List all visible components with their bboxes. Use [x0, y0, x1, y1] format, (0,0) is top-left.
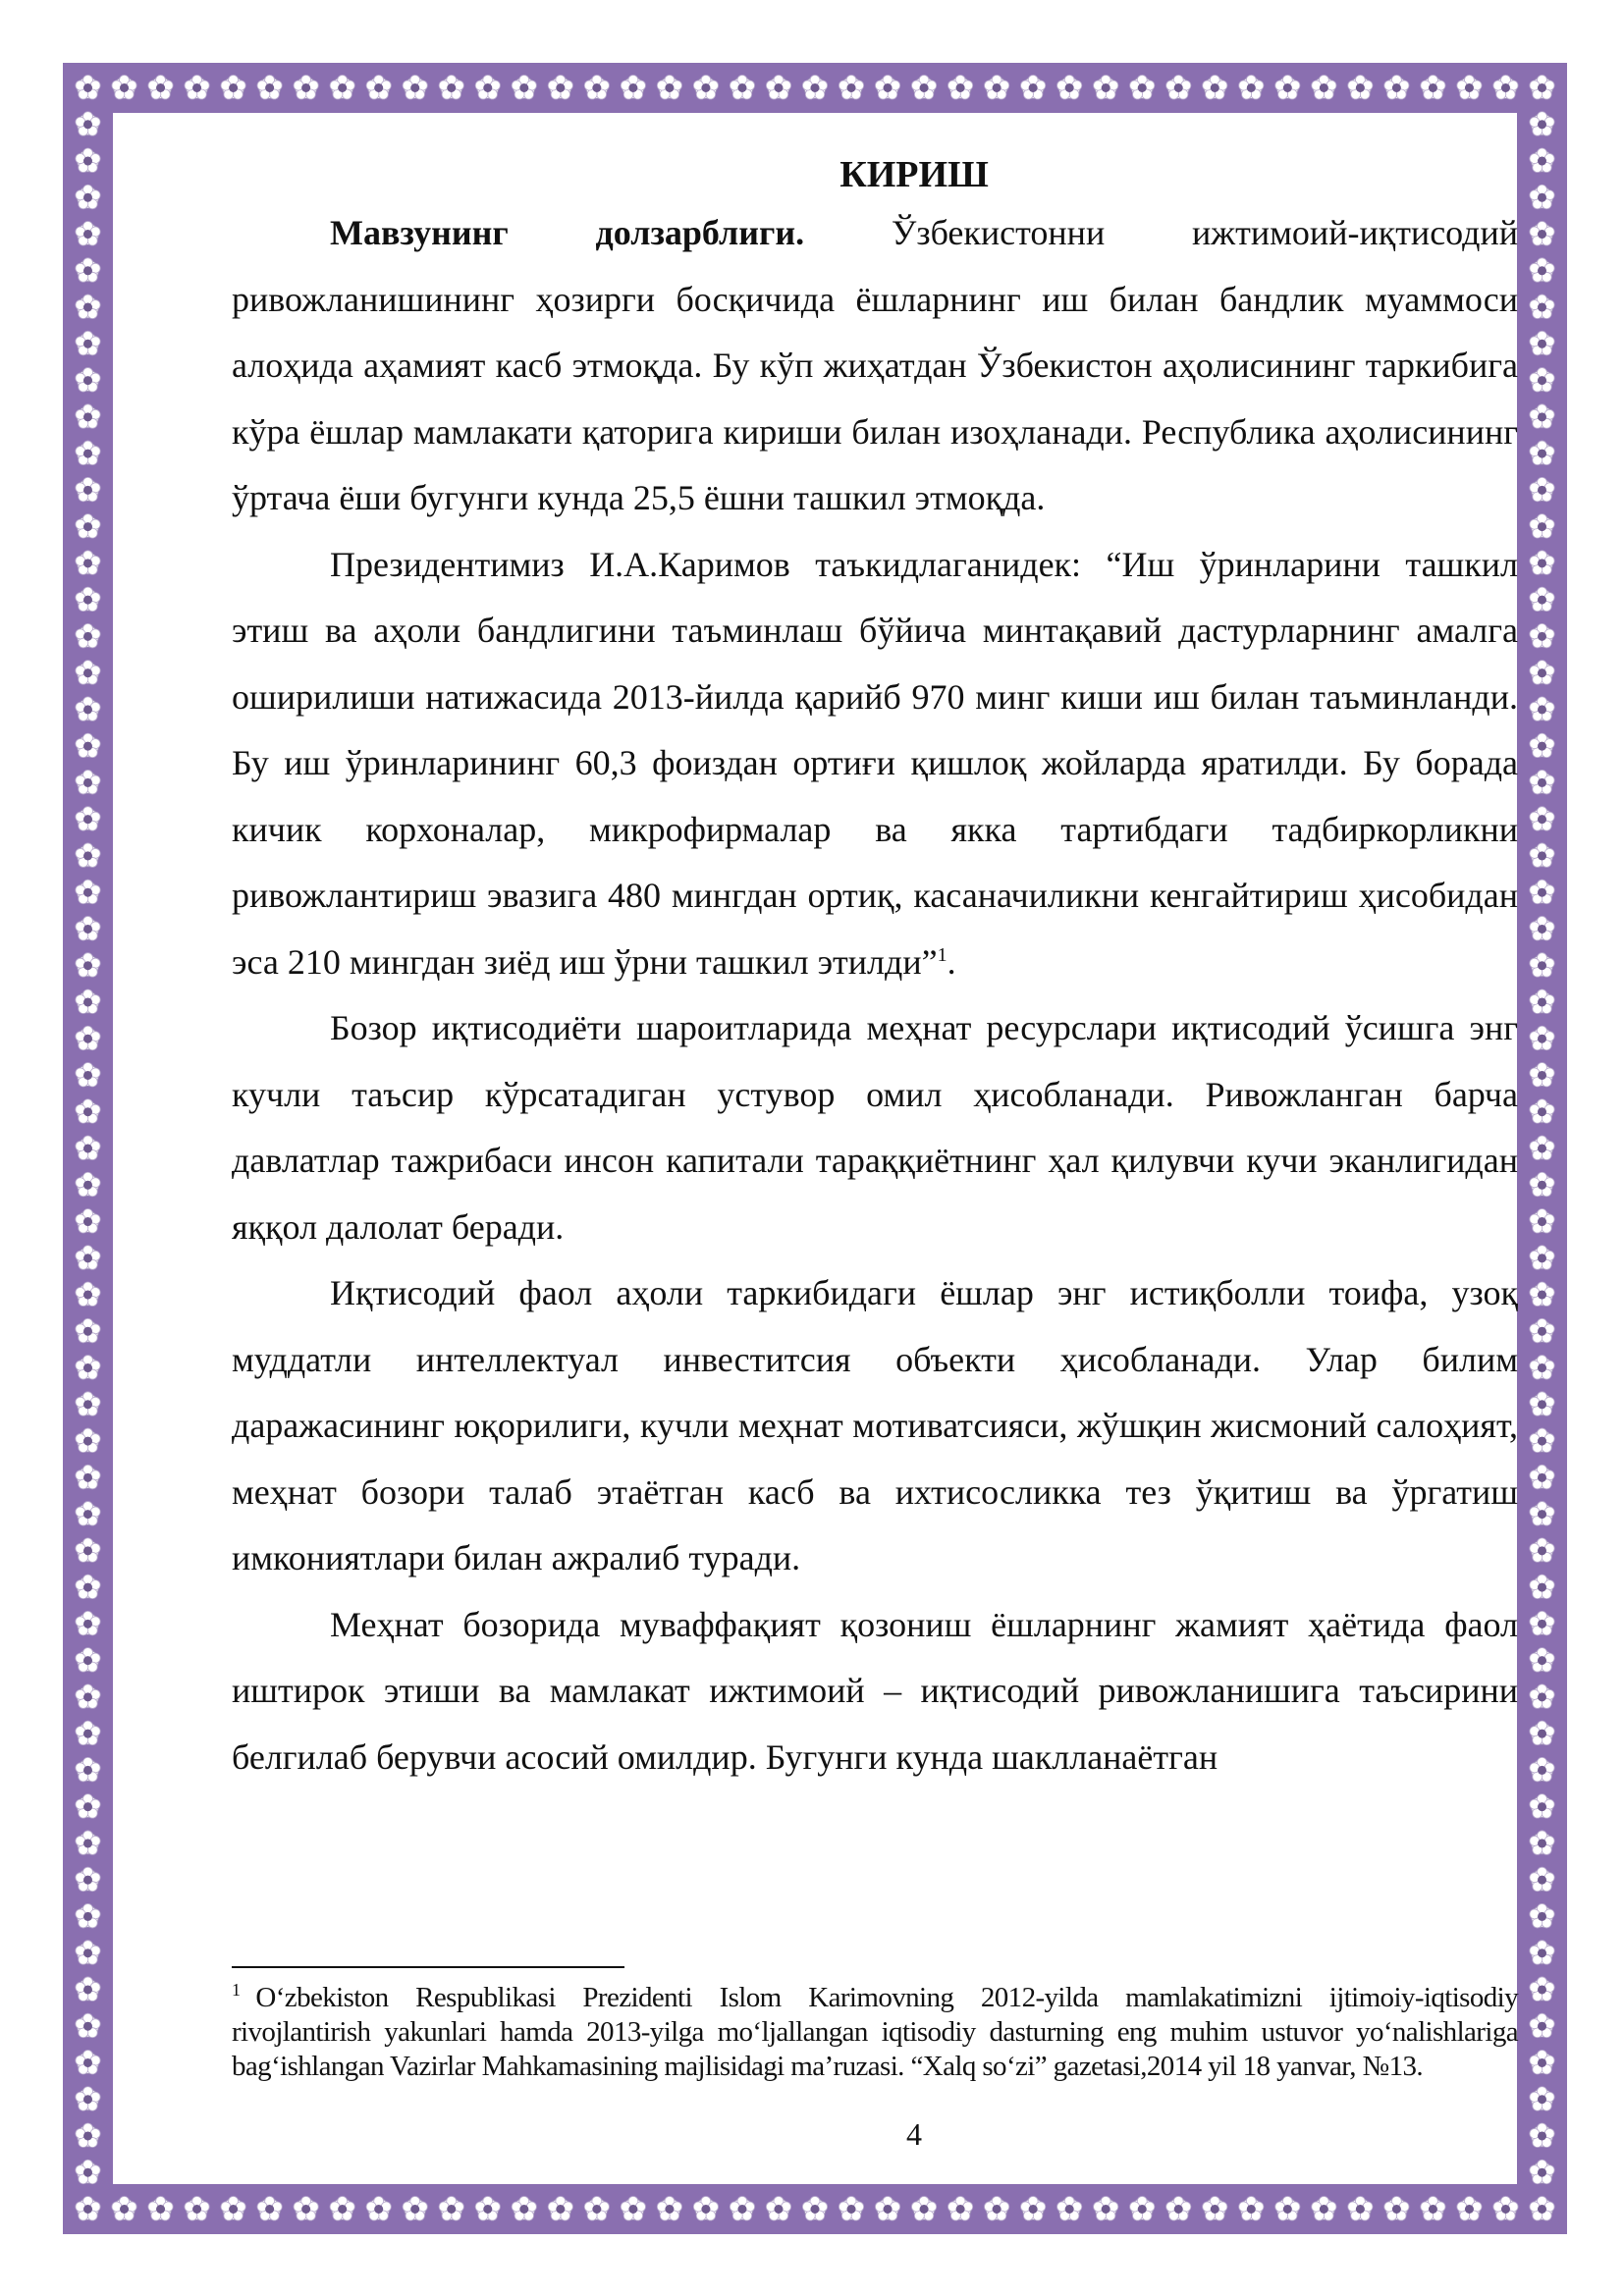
footnote-separator — [232, 1966, 624, 1968]
footnote-text: O‘zbekiston Respublikasi Prezidenti Islom Karimovning 2012-yilda mamlakatimizni ijtimoiy-iqtisodiy rivojlantirish yakunlari hamda 2013-yilga mo‘ljallangan iqtisodiy dasturning eng muhim ustuvor yo‘nalishlariga bag‘ishlangan Vazirlar Mahkamasining majlisidagi ma’ruzasi. “Xalq so‘zi” gazetasi,2014 yil 18 yanvar, №13. — [232, 1982, 1518, 2082]
paragraph-lead: Мавзунинг долзарблиги. — [330, 213, 805, 252]
main-text — [232, 200, 1518, 1790]
page-title: КИРИШ — [839, 154, 989, 195]
paragraph-text: Бозор иқтисодиёти шароитларида меҳнат ресурслари иқтисодий ўсишга энг кучли таъсир кўрсатадиган устувор омил ҳисобланади. Ривожланган барча давлатлар тажрибаси инсон капитали тараққиётнинг ҳал қилувчи кучи эканлигидан яққол далолат беради. — [232, 1008, 1518, 1247]
footnote — [232, 1981, 1518, 2084]
paragraph-relevance — [232, 200, 1518, 532]
paragraph-text: Иқтисодий фаол аҳоли таркибидаги ёшлар энг истиқболли тоифа, узоқ муддатли интеллектуал инвеститсия объекти ҳисобланади. Улар билим даражасининг юқорилиги, кучли меҳнат мотиватсияси, жўшқин жисмоний салоҳият, меҳнат бозори талаб этаётган касб ва ихтисосликка тез ўқитиш ва ўргатиш имкониятлари билан ажралиб туради. — [232, 1273, 1518, 1577]
paragraph-end: . — [947, 941, 956, 982]
paragraph-quote — [232, 532, 1518, 996]
footnote-reference[interactable]: 1 — [937, 943, 947, 966]
page-number: 4 — [906, 2116, 922, 2152]
paragraph-text: Меҳнат бозорида муваффақият қозониш ёшларнинг жамият ҳаётида фаол иштирок этиши ва мамлакат ижтимоий – иқтисодий ривожланишига таъсирини белгилаб берувчи асосий омилдир. Бугунги кунда шаклланаётган — [232, 1604, 1518, 1777]
paragraph-text: Президентимиз И.А.Каримов таъкидлаганидек: “Иш ўринларини ташкил этиш ва аҳоли бандлигини таъминлаш бўйича минтақавий дастурларнинг амалга оширилиши натижасида 2013-йилда қарийб 970 минг киши иш билан таъминланди. Бу иш ўринларининг 60,3 фоиздан ортиғи қишлоқ жойларда яратилди. Бу борада кичик корхоналар, микрофирмалар ва якка тартибдаги тадбиркорликни ривожлантириш эвазига 480 мингдан ортиқ, касаначиликни кенгайтириш ҳисобидан эса 210 мингдан зиёд иш ўрни ташкил этилди” — [232, 544, 1518, 982]
paragraph-youth — [232, 1260, 1518, 1592]
paragraph-labor-resources — [232, 995, 1518, 1260]
footnote-number: 1 — [232, 1980, 241, 2001]
paragraph-labor-market — [232, 1592, 1518, 1791]
document-page — [232, 147, 1518, 2155]
paragraph-text: Ўзбекистонни ижтимоий-иқтисодий ривожланишининг ҳозирги босқичида ёшларнинг иш билан бандлик муаммоси алоҳида аҳамият касб этмоқда. Бу кўп жиҳатдан Ўзбекистон аҳолисининг таркибига кўра ёшлар мамлакати қаторига кириши билан изоҳланади. Республика аҳолисининг ўртача ёши бугунги кунда 25,5 ёшни ташкил этмоқда. — [232, 213, 1518, 517]
